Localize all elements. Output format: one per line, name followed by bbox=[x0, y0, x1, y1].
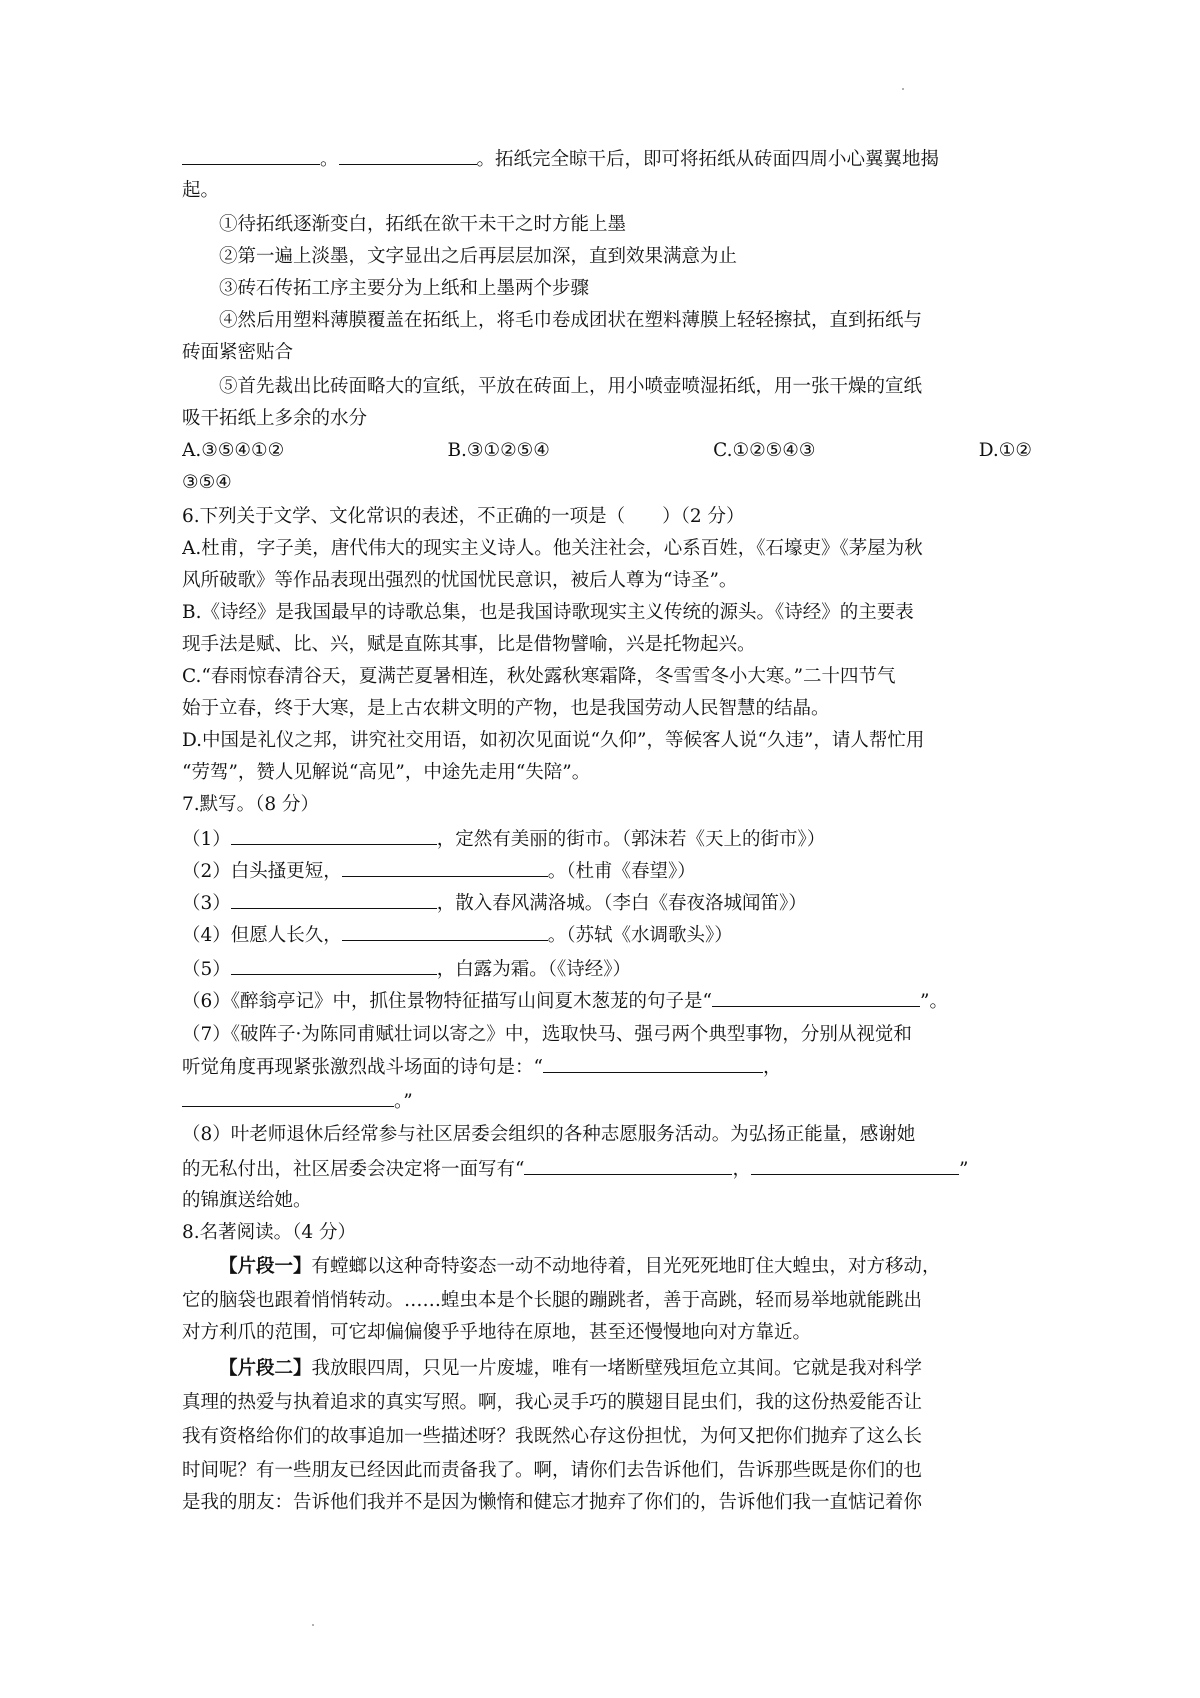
q7-item-3: （3） ，散入春风满洛城。（李白《春夜洛城闻笛》） bbox=[182, 890, 1020, 916]
option-d-cont: ③⑤④ bbox=[182, 472, 232, 493]
sorting-question-line-1: 。 。拓纸完全晾干后，即可将拓纸从砖面四周小心翼翼地揭 bbox=[182, 146, 1020, 172]
answer-blank[interactable] bbox=[231, 890, 437, 909]
q8-passage-2-line-3: 我有资格给你们的故事追加一些描述呀？我既然心存这份担忧，为何又把你们抛弃了这么长 bbox=[182, 1426, 923, 1447]
q7-item-8-line-3: 的锦旗送给她。 bbox=[182, 1190, 312, 1211]
q7-item-7: （7）《破阵子·为陈同甫赋壮词以寄之》中，选取快马、强弓两个典型事物，分别从视觉和 bbox=[182, 1024, 912, 1045]
option-a[interactable]: A.③⑤④①② bbox=[182, 440, 285, 461]
passage-1-tag: 【片段一】 bbox=[219, 1256, 312, 1277]
q6-stem: 6.下列关于文学、文化常识的表述，不正确的一项是（ ）（2 分） bbox=[182, 506, 745, 527]
q7-stem: 7.默写。（8 分） bbox=[182, 794, 320, 815]
answer-blank[interactable] bbox=[231, 826, 437, 845]
q7-item-5: （5） ，白露为霜。（《诗经》） bbox=[182, 956, 1020, 982]
sentence-4: ④然后用塑料薄膜覆盖在拓纸上，将毛巾卷成团状在塑料薄膜上轻轻擦拭，直到拓纸与 bbox=[219, 310, 923, 331]
answer-blank[interactable] bbox=[751, 1156, 959, 1175]
sentence-5-cont: 吸干拓纸上多余的水分 bbox=[182, 408, 368, 429]
answer-blank[interactable] bbox=[182, 146, 320, 165]
answer-blank[interactable] bbox=[342, 858, 548, 877]
q7-item-2: （2）白头搔更短， 。（杜甫《春望》） bbox=[182, 858, 1020, 884]
option-d[interactable]: D.①② bbox=[978, 440, 1032, 461]
answer-blank[interactable] bbox=[339, 146, 477, 165]
sorting-question-line-2: 起。 bbox=[182, 180, 220, 201]
q6-option-b-cont: 现手法是赋、比、兴，赋是直陈其事，比是借物譬喻，兴是托物起兴。 bbox=[182, 634, 756, 655]
option-c[interactable]: C.①②⑤④③ bbox=[713, 440, 816, 461]
q8-passage-1-line-1: 【片段一】有螳螂以这种奇特姿态一动不动地待着，目光死死地盯住大蝗虫，对方移动， bbox=[219, 1256, 941, 1277]
q7-item-8: （8）叶老师退休后经常参与社区居委会组织的各种志愿服务活动。为弘扬正能量，感谢她 bbox=[182, 1124, 916, 1145]
answer-blank[interactable] bbox=[524, 1156, 732, 1175]
answer-blank[interactable] bbox=[342, 922, 548, 941]
q8-passage-1-line-3: 对方利爪的范围，可它却偏偏傻乎乎地待在原地，甚至还慢慢地向对方靠近。 bbox=[182, 1322, 812, 1343]
answer-options bbox=[182, 438, 1032, 464]
q6-option-c-cont: 始于立春，终于大寒，是上古农耕文明的产物，也是我国劳动人民智慧的结晶。 bbox=[182, 698, 830, 719]
q8-passage-2-line-2: 真理的热爱与执着追求的真实写照。啊，我心灵手巧的膜翅目昆虫们，我的这份热爱能否让 bbox=[182, 1392, 923, 1413]
q7-item-7-line-3: 。” bbox=[182, 1088, 1020, 1114]
q6-option-c[interactable]: C.“春雨惊春清谷天，夏满芒夏暑相连，秋处露秋寒霜降，冬雪雪冬小大寒。”二十四节气 bbox=[182, 666, 896, 687]
q6-option-a[interactable]: A.杜甫，字子美，唐代伟大的现实主义诗人。他关注社会，心系百姓，《石壕吏》《茅屋为秋 bbox=[182, 538, 923, 559]
scan-speck bbox=[312, 1624, 314, 1626]
q7-item-1: （1） ，定然有美丽的街市。（郭沫若《天上的街市》） bbox=[182, 826, 1020, 852]
q6-option-a-cont: 风所破歌》等作品表现出强烈的忧国忧民意识，被后人尊为“诗圣”。 bbox=[182, 570, 738, 591]
answer-blank[interactable] bbox=[231, 956, 437, 975]
q6-option-b[interactable]: B.《诗经》是我国最早的诗歌总集，也是我国诗歌现实主义传统的源头。《诗经》的主要表 bbox=[182, 602, 914, 623]
q8-passage-2-line-1: 【片段二】我放眼四周，只见一片废墟，唯有一堵断壁残垣危立其间。它就是我对科学 bbox=[219, 1358, 923, 1379]
q7-item-4: （4）但愿人长久， 。（苏轼《水调歌头》） bbox=[182, 922, 1020, 948]
sentence-1: ①待拓纸逐渐变白，拓纸在欲干未干之时方能上墨 bbox=[219, 214, 627, 235]
answer-blank[interactable] bbox=[182, 1088, 394, 1107]
q6-option-d-cont: “劳驾”，赞人见解说“高见”，中途先走用“失陪”。 bbox=[182, 762, 591, 783]
q7-item-7-line-2: 听觉角度再现紧张激烈战斗场面的诗句是：“ ， bbox=[182, 1054, 1020, 1080]
sentence-4-cont: 砖面紧密贴合 bbox=[182, 342, 294, 363]
answer-blank[interactable] bbox=[712, 988, 920, 1007]
scan-speck bbox=[902, 88, 904, 90]
q7-item-6: （6）《醉翁亭记》中，抓住景物特征描写山间夏木葱茏的句子是“ ”。 bbox=[182, 988, 1020, 1014]
sentence-3: ③砖石传拓工序主要分为上纸和上墨两个步骤 bbox=[219, 278, 590, 299]
q8-passage-2-line-5: 是我的朋友：告诉他们我并不是因为懒惰和健忘才抛弃了你们的，告诉他们我一直惦记着你 bbox=[182, 1492, 923, 1513]
option-b[interactable]: B.③①②⑤④ bbox=[447, 440, 550, 461]
sentence-2: ②第一遍上淡墨，文字显出之后再层层加深，直到效果满意为止 bbox=[219, 246, 738, 267]
q8-passage-1-line-2: 它的脑袋也跟着悄悄转动。……蝗虫本是个长腿的蹦跳者，善于高跳，轻而易举地就能跳出 bbox=[182, 1290, 923, 1311]
q7-item-8-line-2: 的无私付出，社区居委会决定将一面写有“ ， ” bbox=[182, 1156, 1020, 1182]
q8-stem: 8.名著阅读。（4 分） bbox=[182, 1222, 357, 1243]
q8-passage-2-line-4: 时间呢？有一些朋友已经因此而责备我了。啊，请你们去告诉他们，告诉那些既是你们的也 bbox=[182, 1460, 923, 1481]
passage-2-tag: 【片段二】 bbox=[219, 1358, 312, 1379]
sentence-5: ⑤首先裁出比砖面略大的宣纸，平放在砖面上，用小喷壶喷湿拓纸，用一张干燥的宣纸 bbox=[219, 376, 923, 397]
answer-blank[interactable] bbox=[543, 1054, 763, 1073]
q6-option-d[interactable]: D.中国是礼仪之邦，讲究社交用语，如初次见面说“久仰”，等候客人说“久违”，请人帮忙用 bbox=[182, 730, 925, 751]
